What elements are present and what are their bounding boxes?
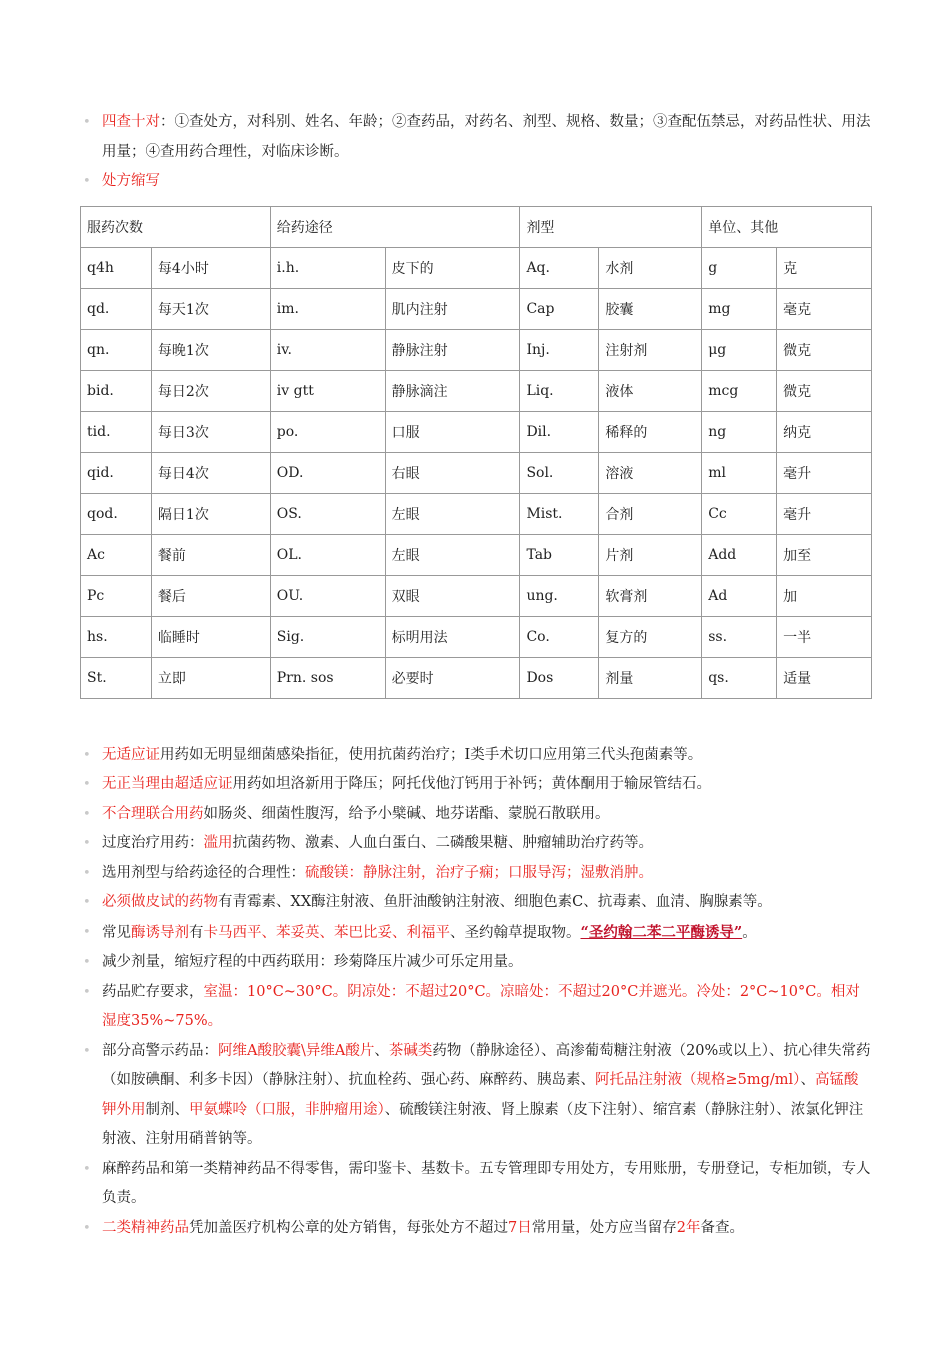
table-row (81, 247, 872, 288)
table-cell: iv gtt (270, 370, 385, 411)
table-cell: 餐前 (151, 534, 270, 575)
table-row (81, 493, 872, 534)
bullet-dot-icon: • (83, 924, 91, 940)
table-cell: Tab (520, 534, 599, 575)
body-text: 麻醉药品和第一类精神药品不得零售，需印鉴卡、基数卡。五专管理即专用处方，专用账册，专册登记，专柜加锁，专人负责。 (102, 1160, 871, 1206)
table-cell: 左眼 (385, 534, 520, 575)
bullet-dot-icon: • (83, 865, 91, 881)
table-cell: 双眼 (385, 575, 520, 616)
table-cell: hs. (81, 616, 152, 657)
table-row (81, 411, 872, 452)
table-cell: St. (81, 657, 152, 698)
bullet-dot-icon: • (83, 984, 91, 1000)
table-cell: 每晚1次 (151, 329, 270, 370)
body-text: ：①查处方，对科别、姓名、年龄；②查药品，对药名、剂型、规格、数量；③查配伍禁忌，对药品性状、用法用量；④查用药合理性，对临床诊断。 (102, 114, 871, 160)
list-item (80, 800, 872, 830)
list-item (80, 741, 872, 771)
table-cell: 静脉注射 (385, 329, 520, 370)
table-cell: 溶液 (599, 452, 702, 493)
highlight-text: 无适应证 (102, 746, 160, 763)
body-text: 有青霉素、XX酶注射液、鱼肝油酸钠注射液、细胞色素C、抗毒素、血清、胸腺素等。 (218, 894, 772, 910)
table-cell: OU. (270, 575, 385, 616)
intro-section (80, 108, 872, 197)
body-text: 用药如无明显细菌感染指征，使用抗菌药治疗；I类手术切口应用第三代头孢菌素等。 (160, 746, 703, 763)
table-cell: OL. (270, 534, 385, 575)
table-cell: 肌内注射 (385, 288, 520, 329)
table-cell: Ac (81, 534, 152, 575)
table-cell: Ad (702, 575, 777, 616)
table-cell: 每日4次 (151, 452, 270, 493)
table-cell: 每天1次 (151, 288, 270, 329)
highlight-text: 高锰酸钾外用 (102, 1072, 859, 1118)
highlight-text: 酶诱导剂 (131, 924, 189, 941)
table-cell: g (702, 247, 777, 288)
table-row (81, 616, 872, 657)
body-text: 、 (374, 1042, 389, 1059)
body-text: 、硫酸镁注射液、肾上腺素（皮下注射）、缩宫素（静脉注射）、浓氯化钾注射液、注射用硝普钠等。 (102, 1101, 864, 1147)
bullet-dot-icon: • (83, 895, 91, 910)
table-cell: 每日3次 (151, 411, 270, 452)
list-item (80, 1214, 872, 1244)
highlight-text: 阿维A酸胶囊\异维A酸片 (218, 1042, 375, 1059)
abbreviation-table (80, 206, 872, 699)
table-cell: 胶囊 (599, 288, 702, 329)
table-cell: 每4小时 (151, 247, 270, 288)
table-cell: Co. (520, 616, 599, 657)
table-cell: 水剂 (599, 247, 702, 288)
body-text: 部分高警示药品： (102, 1042, 218, 1059)
table-cell: 纳克 (777, 411, 872, 452)
body-text: 如肠炎、细菌性腹泻，给予小檗碱、地芬诺酯、蒙脱石散联用。 (203, 805, 610, 822)
body-text: 用药如坦洛新用于降压；阿托伐他汀钙用于补钙；黄体酮用于输尿管结石。 (232, 776, 711, 792)
table-cell: 毫克 (777, 288, 872, 329)
table-row (81, 288, 872, 329)
table-cell: 微克 (777, 329, 872, 370)
table-cell: q4h (81, 247, 152, 288)
list-item (80, 770, 872, 800)
table-cell: 软膏剂 (599, 575, 702, 616)
list-item (80, 829, 872, 859)
table-header-cell: 给药途径 (270, 206, 520, 247)
table-cell: Mist. (520, 493, 599, 534)
table-row (81, 575, 872, 616)
table-row (81, 370, 872, 411)
table-cell: bid. (81, 370, 152, 411)
bullet-dot-icon: • (83, 806, 91, 822)
table-cell: 片剂 (599, 534, 702, 575)
table-cell: 每日2次 (151, 370, 270, 411)
table-cell: Liq. (520, 370, 599, 411)
table-cell: 皮下的 (385, 247, 520, 288)
table-row (81, 534, 872, 575)
table-cell: OS. (270, 493, 385, 534)
table-header-cell: 剂型 (520, 206, 702, 247)
table-cell: Add (702, 534, 777, 575)
body-text: 、圣约翰草提取物。 (450, 924, 581, 941)
table-row (81, 657, 872, 698)
bullet-dot-icon: • (83, 777, 91, 792)
table-cell: Sol. (520, 452, 599, 493)
body-text: 常见 (102, 924, 131, 941)
body-text: 药品贮存要求， (102, 983, 204, 1000)
table-cell: μg (702, 329, 777, 370)
table-header-cell: 单位、其他 (702, 206, 872, 247)
highlight-text: 阿托品注射液（规格≥5mg/ml） (595, 1072, 801, 1088)
table-cell: 立即 (151, 657, 270, 698)
table-cell: 右眼 (385, 452, 520, 493)
table-cell: 必要时 (385, 657, 520, 698)
highlight-text: 二类精神药品 (102, 1219, 189, 1236)
bullet-dot-icon: • (83, 1043, 91, 1059)
table-cell: Dos (520, 657, 599, 698)
table-cell: OD. (270, 452, 385, 493)
body-text: 有 (189, 924, 204, 941)
table-cell: 微克 (777, 370, 872, 411)
body-text: 常用量，处方应当留存 (531, 1219, 677, 1236)
highlight-text: 无正当理由超适应证 (102, 776, 233, 792)
table-cell: Aq. (520, 247, 599, 288)
body-text: 、 (800, 1072, 815, 1088)
highlight-text: 处方缩写 (102, 173, 160, 189)
table-cell: 毫升 (777, 493, 872, 534)
bullet-dot-icon: • (83, 1161, 91, 1177)
highlight-text: 硫酸镁：静脉注射，治疗子痫；口服导泻；湿敷消肿。 (305, 864, 653, 881)
body-text: 过度治疗用药： (102, 835, 204, 851)
list-item (80, 948, 872, 978)
table-cell: ss. (702, 616, 777, 657)
highlight-text: 必须做皮试的药物 (102, 894, 218, 910)
list-item (80, 1037, 872, 1155)
table-row (81, 329, 872, 370)
table-cell: 标明用法 (385, 616, 520, 657)
table-cell: ng (702, 411, 777, 452)
table-cell: qn. (81, 329, 152, 370)
highlight-text: 甲氨蝶呤（口服，非肿瘤用途） (189, 1101, 385, 1118)
table-row (81, 452, 872, 493)
list-item (80, 888, 872, 918)
table-cell: Cap (520, 288, 599, 329)
notes-section (80, 741, 872, 1244)
body-text: 备查。 (700, 1219, 744, 1236)
highlight-text: 2年 (676, 1219, 701, 1236)
table-cell: qs. (702, 657, 777, 698)
table-cell: 左眼 (385, 493, 520, 534)
table-cell: 加至 (777, 534, 872, 575)
table-cell: 剂量 (599, 657, 702, 698)
list-item (80, 978, 872, 1037)
table-cell: iv. (270, 329, 385, 370)
list-item (80, 108, 872, 167)
body-text: 凭加盖医疗机构公章的处方销售，每张处方不超过 (189, 1219, 508, 1236)
table-cell: i.h. (270, 247, 385, 288)
table-cell: po. (270, 411, 385, 452)
table-cell: Prn. sos (270, 657, 385, 698)
bullet-dot-icon: • (83, 115, 91, 130)
list-item (80, 1155, 872, 1214)
table-cell: 毫升 (777, 452, 872, 493)
table-cell: qod. (81, 493, 152, 534)
table-cell: ml (702, 452, 777, 493)
bullet-dot-icon: • (83, 1220, 91, 1236)
table-body (81, 247, 872, 698)
table-cell: Pc (81, 575, 152, 616)
table-cell: 餐后 (151, 575, 270, 616)
table-header-row (81, 206, 872, 247)
table-cell: ung. (520, 575, 599, 616)
table-cell: 静脉滴注 (385, 370, 520, 411)
body-text: 制剂、 (145, 1101, 189, 1118)
table-cell: 隔日1次 (151, 493, 270, 534)
highlight-text: 7日 (508, 1219, 532, 1236)
highlight-text: 不合理联合用药 (102, 805, 204, 822)
highlight-text: 滥用 (203, 835, 233, 851)
body-text: 选用剂型与给药途径的合理性： (102, 864, 305, 881)
bullet-dot-icon: • (83, 174, 91, 189)
table-cell: 加 (777, 575, 872, 616)
body-text: 减少剂量，缩短疗程的中西药联用：珍菊降压片减少可乐定用量。 (102, 954, 523, 970)
body-text: 。 (742, 924, 757, 941)
bullet-dot-icon: • (83, 955, 91, 970)
table-cell: 稀释的 (599, 411, 702, 452)
bullet-dot-icon: • (83, 836, 91, 851)
list-item (80, 167, 872, 197)
table-cell: 临睡时 (151, 616, 270, 657)
table-cell: 克 (777, 247, 872, 288)
bullet-dot-icon: • (83, 747, 91, 763)
table-cell: im. (270, 288, 385, 329)
highlight-text: 茶碱类 (388, 1042, 433, 1059)
table-cell: 液体 (599, 370, 702, 411)
highlight-text: 四查十对 (102, 114, 160, 130)
table-cell: Dil. (520, 411, 599, 452)
table-cell: Inj. (520, 329, 599, 370)
body-text: 药物（静脉途径）、高渗葡萄糖注射液（20%或以上）、抗心律失常药（如胺碘酮、利多卡因）（静脉注射）、抗血栓药、强心药、麻醉药、胰岛素、 (102, 1042, 871, 1088)
table-cell: mg (702, 288, 777, 329)
table-cell: tid. (81, 411, 152, 452)
table-cell: 复方的 (599, 616, 702, 657)
table-cell: mcg (702, 370, 777, 411)
list-item (80, 859, 872, 889)
table-cell: qd. (81, 288, 152, 329)
table-cell: 一半 (777, 616, 872, 657)
table-header-cell: 服药次数 (81, 206, 271, 247)
table-cell: 适量 (777, 657, 872, 698)
body-text: 抗菌药物、激素、人血白蛋白、二磷酸果糖、肿瘤辅助治疗药等。 (232, 835, 653, 851)
document-page (80, 108, 872, 1243)
table-cell: 合剂 (599, 493, 702, 534)
mnemonic-link[interactable]: “圣约翰二苯二平酶诱导” (580, 923, 743, 941)
list-item (80, 918, 872, 949)
table-cell: Sig. (270, 616, 385, 657)
highlight-text: 室温：10°C~30°C。阴凉处：不超过20°C。凉暗处：不超过20°C并遮光。冷处：2°C~10°C。相对湿度35%~75%。 (102, 983, 860, 1029)
table-cell: 注射剂 (599, 329, 702, 370)
table-cell: Cc (702, 493, 777, 534)
table-cell: qid. (81, 452, 152, 493)
highlight-text: 卡马西平、苯妥英、苯巴比妥、利福平 (203, 924, 450, 941)
table-cell: 口服 (385, 411, 520, 452)
